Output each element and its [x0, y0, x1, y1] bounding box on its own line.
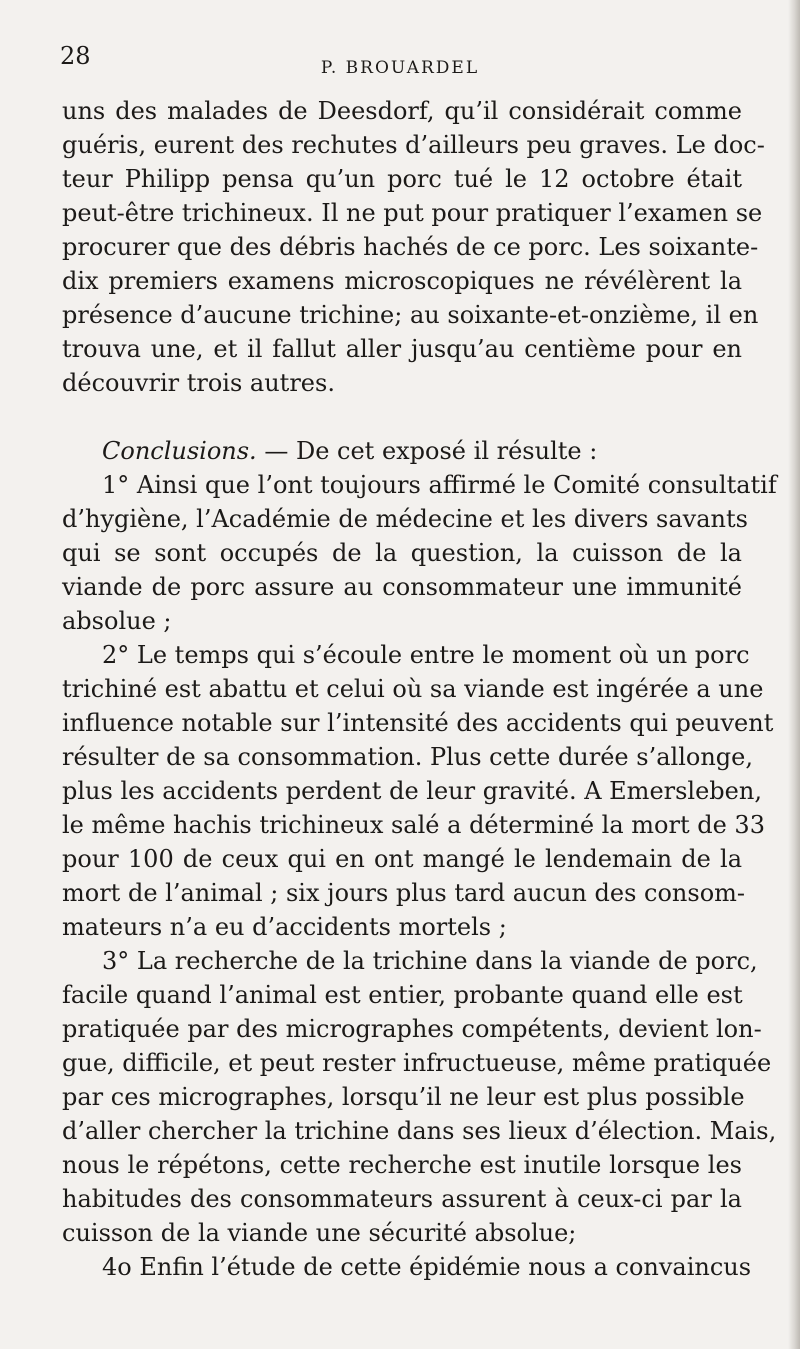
text-line: trichiné est abattu et celui où sa viande est ingérée a une — [62, 675, 764, 703]
text-line: teur Philipp pensa qu’un porc tué le 12 octobre était — [62, 165, 742, 193]
text-line: pour 100 de ceux qui en ont mangé le lendemain de la — [62, 845, 742, 873]
text-line: cuisson de la viande une sécurité absolue; — [62, 1219, 577, 1247]
text-line: gue, difficile, et peut rester infructueuse, même pratiquée — [62, 1049, 772, 1077]
text-line: trouva une, et il fallut aller jusqu’au centième pour en — [62, 335, 742, 363]
text-line: 4o Enfin l’étude de cette épidémie nous a convaincus — [102, 1253, 752, 1281]
text-line: qui se sont occupés de la question, la cuisson de la — [62, 539, 742, 567]
section-gap — [62, 400, 742, 434]
page-edge-shadow — [788, 0, 800, 1349]
text-line: pratiquée par des micrographes compétents, devient lon- — [62, 1015, 762, 1043]
text-line: absolue ; — [62, 607, 172, 635]
text-line: 2° Le temps qui s’écoule entre le moment où un porc — [102, 641, 750, 669]
conclusions-heading — [62, 434, 742, 468]
text-line: dix premiers examens microscopiques ne révélèrent la — [62, 267, 742, 295]
text-line: résulter de sa consommation. Plus cette durée s’allonge, — [62, 743, 753, 771]
body-text — [62, 94, 777, 1284]
page-number: 28 — [60, 42, 91, 70]
text-line: peut-être trichineux. Il ne put pour pratiquer l’examen se — [62, 199, 763, 227]
text-line: mateurs n’a eu d’accidents mortels ; — [62, 913, 507, 941]
text-line: découvrir trois autres. — [62, 369, 335, 397]
text-line: mort de l’animal ; six jours plus tard aucun des consom- — [62, 879, 746, 907]
text-line: habitudes des consommateurs assurent à ceux-ci par la — [62, 1185, 742, 1213]
text-line: procurer que des débris hachés de ce porc. Les soixante- — [62, 233, 759, 261]
paragraph-continuation — [62, 94, 765, 400]
text-line: guéris, eurent des rechutes d’ailleurs peu graves. Le doc- — [62, 131, 765, 159]
text-line: uns des malades de Deesdorf, qu’il considérait comme — [62, 97, 742, 125]
running-head: P. BROUARDEL — [320, 58, 480, 78]
conclusions-title: Conclusions. — [102, 437, 257, 465]
text-line: 1° Ainsi que l’ont toujours affirmé le Comité consultatif — [102, 471, 777, 499]
text-line: le même hachis trichineux salé a déterminé la mort de 33 — [62, 811, 765, 839]
conclusions-lead: — De cet exposé il résulte : — [256, 437, 598, 465]
text-line: nous le répétons, cette recherche est inutile lorsque les — [62, 1151, 742, 1179]
text-line: viande de porc assure au consommateur une immunité — [62, 573, 742, 601]
text-line: par ces micrographes, lorsqu’il ne leur est plus possible — [62, 1083, 745, 1111]
text-line: présence d’aucune trichine; au soixante-et-onzième, il en — [62, 301, 759, 329]
text-line: influence notable sur l’intensité des accidents qui peuvent — [62, 709, 774, 737]
text-line: d’hygiène, l’Académie de médecine et les divers savants — [62, 505, 748, 533]
conclusion-item-2 — [62, 638, 774, 944]
text-line: plus les accidents perdent de leur gravité. A Emersleben, — [62, 777, 762, 805]
text-line: facile quand l’animal est entier, probante quand elle est — [62, 981, 743, 1009]
text-line: d’aller chercher la trichine dans ses lieux d’élection. Mais, — [62, 1117, 777, 1145]
conclusion-item-4 — [62, 1250, 752, 1284]
text-line: 3° La recherche de la trichine dans la viande de porc, — [102, 947, 758, 975]
conclusion-item-1 — [62, 468, 777, 638]
conclusion-item-3 — [62, 944, 777, 1250]
